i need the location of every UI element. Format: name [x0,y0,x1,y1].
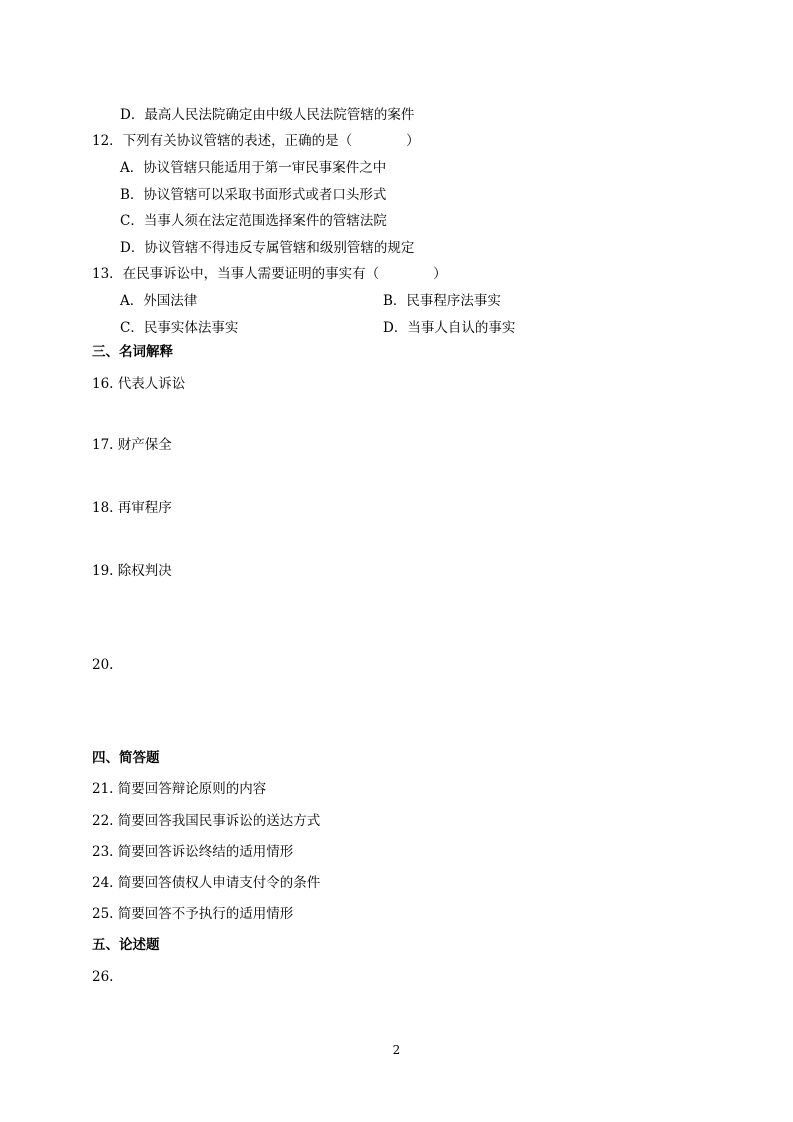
term-20: 20. [92,657,114,673]
short-answer-25: 25. 简要回答不予执行的适用情形 [92,906,294,922]
q13-stem: 13．在民事诉讼中，当事人需要证明的事实有（ ） [92,266,447,282]
q13-option-d: D．当事人自认的事实 [383,320,516,336]
short-answer-22: 22. 简要回答我国民事诉讼的送达方式 [92,813,321,829]
q13-option-c: C．民事实体法事实 [120,320,239,336]
short-answer-21: 21. 简要回答辩论原则的内容 [92,781,267,797]
q12-stem: 12．下列有关协议管辖的表述，正确的是（ ） [92,133,420,149]
term-16: 16. 代表人诉讼 [92,376,186,392]
term-18: 18. 再审程序 [92,500,172,516]
short-answer-24: 24. 简要回答债权人申请支付令的条件 [92,875,321,891]
q12-option-c: C．当事人须在法定范围选择案件的管辖法院 [120,213,387,229]
q12-option-b: B．协议管辖可以采取书面形式或者口头形式 [120,187,387,203]
q12-option-d: D．协议管辖不得违反专属管辖和级别管辖的规定 [120,240,415,256]
section-5-title: 五、论述题 [92,937,160,953]
term-19: 19. 除权判决 [92,563,172,579]
short-answer-23: 23. 简要回答诉讼终结的适用情形 [92,844,294,860]
term-17: 17. 财产保全 [92,437,172,453]
essay-26: 26. [92,969,114,985]
q13-option-b: B．民事程序法事实 [383,293,501,309]
section-3-title: 三、名词解释 [92,344,173,360]
q11-option-d: D．最高人民法院确定由中级人民法院管辖的案件 [120,107,415,123]
section-4-title: 四、简答题 [92,750,160,766]
q13-option-a: A．外国法律 [120,293,198,309]
page-number: 2 [392,1043,401,1057]
q12-option-a: A．协议管辖只能适用于第一审民事案件之中 [120,160,387,176]
